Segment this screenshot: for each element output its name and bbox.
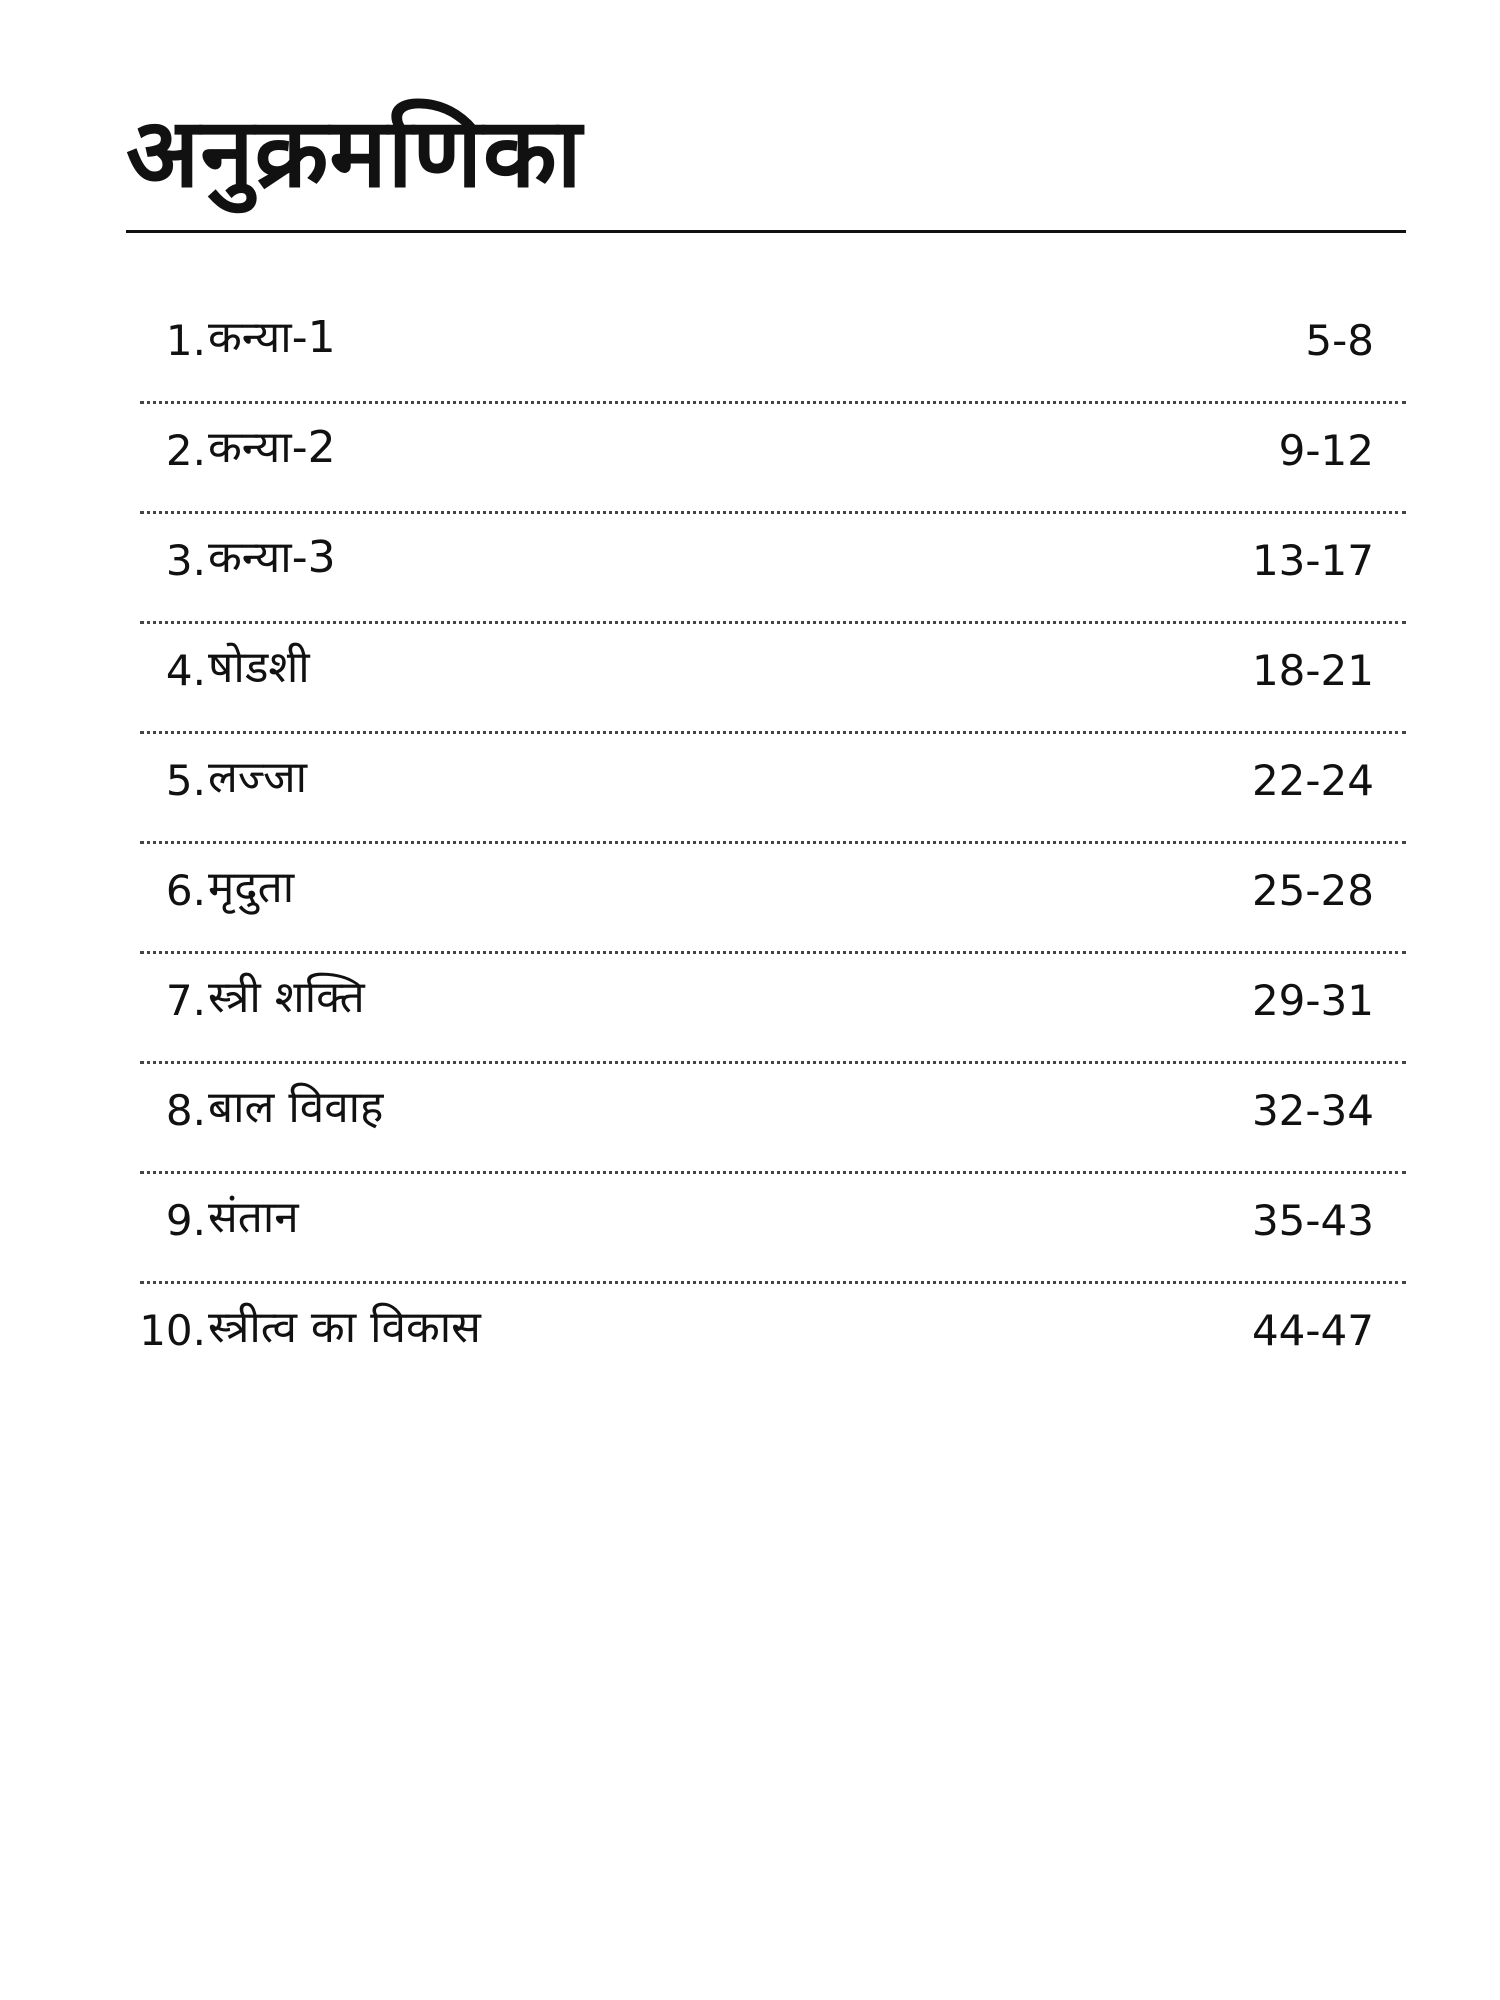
toc-entry-1[interactable] — [126, 300, 1406, 410]
dotted-leader — [140, 1171, 1406, 1174]
entry-number: 9. — [165, 1196, 206, 1245]
entry-title: कन्या-2 — [208, 422, 336, 473]
dotted-leader — [140, 401, 1406, 404]
entry-title: षोडशी — [208, 642, 310, 693]
dotted-leader — [140, 1061, 1406, 1064]
entry-pages: 29-31 — [1251, 976, 1374, 1025]
entry-number: 5. — [165, 756, 206, 805]
entry-pages: 25-28 — [1251, 866, 1374, 915]
entry-number: 6. — [165, 866, 206, 915]
entry-title: स्त्रीत्व का विकास — [208, 1302, 481, 1353]
toc-entry-3[interactable] — [126, 520, 1406, 630]
dotted-leader — [140, 621, 1406, 624]
dotted-leader — [140, 841, 1406, 844]
entry-pages: 9-12 — [1278, 426, 1374, 475]
entry-title: कन्या-1 — [208, 312, 336, 363]
entry-pages: 35-43 — [1251, 1196, 1374, 1245]
toc-entry-8[interactable] — [126, 1070, 1406, 1180]
dotted-leader — [140, 1281, 1406, 1284]
toc-entry-9[interactable] — [126, 1180, 1406, 1290]
entry-pages: 22-24 — [1251, 756, 1374, 805]
entry-title: स्त्री शक्ति — [208, 972, 365, 1023]
entry-number: 3. — [165, 536, 206, 585]
entry-number: 4. — [165, 646, 206, 695]
entry-number: 7. — [165, 976, 206, 1025]
toc-entry-6[interactable] — [126, 850, 1406, 960]
dotted-leader — [140, 511, 1406, 514]
entry-number: 1. — [165, 316, 206, 365]
entry-number: 8. — [165, 1086, 206, 1135]
entry-title: संतान — [208, 1192, 299, 1243]
toc-entry-7[interactable] — [126, 960, 1406, 1070]
entry-number: 10. — [139, 1306, 206, 1355]
entry-pages: 5-8 — [1305, 316, 1374, 365]
toc-entry-2[interactable] — [126, 410, 1406, 520]
entry-pages: 13-17 — [1251, 536, 1374, 585]
entry-number: 2. — [165, 426, 206, 475]
title-underline — [126, 230, 1406, 233]
entry-pages: 32-34 — [1251, 1086, 1374, 1135]
entry-title: बाल विवाह — [208, 1082, 384, 1133]
dotted-leader — [140, 951, 1406, 954]
entry-pages: 44-47 — [1251, 1306, 1374, 1355]
dotted-leader — [140, 731, 1406, 734]
toc-entry-4[interactable] — [126, 630, 1406, 740]
entry-title: मृदुता — [208, 862, 295, 913]
entry-title: लज्जा — [208, 752, 308, 803]
page-title: अनुक्रमणिका — [126, 97, 583, 209]
toc-entry-5[interactable] — [126, 740, 1406, 850]
entry-title: कन्या-3 — [208, 532, 336, 583]
entry-pages: 18-21 — [1251, 646, 1374, 695]
toc-entry-10[interactable] — [126, 1290, 1406, 1400]
